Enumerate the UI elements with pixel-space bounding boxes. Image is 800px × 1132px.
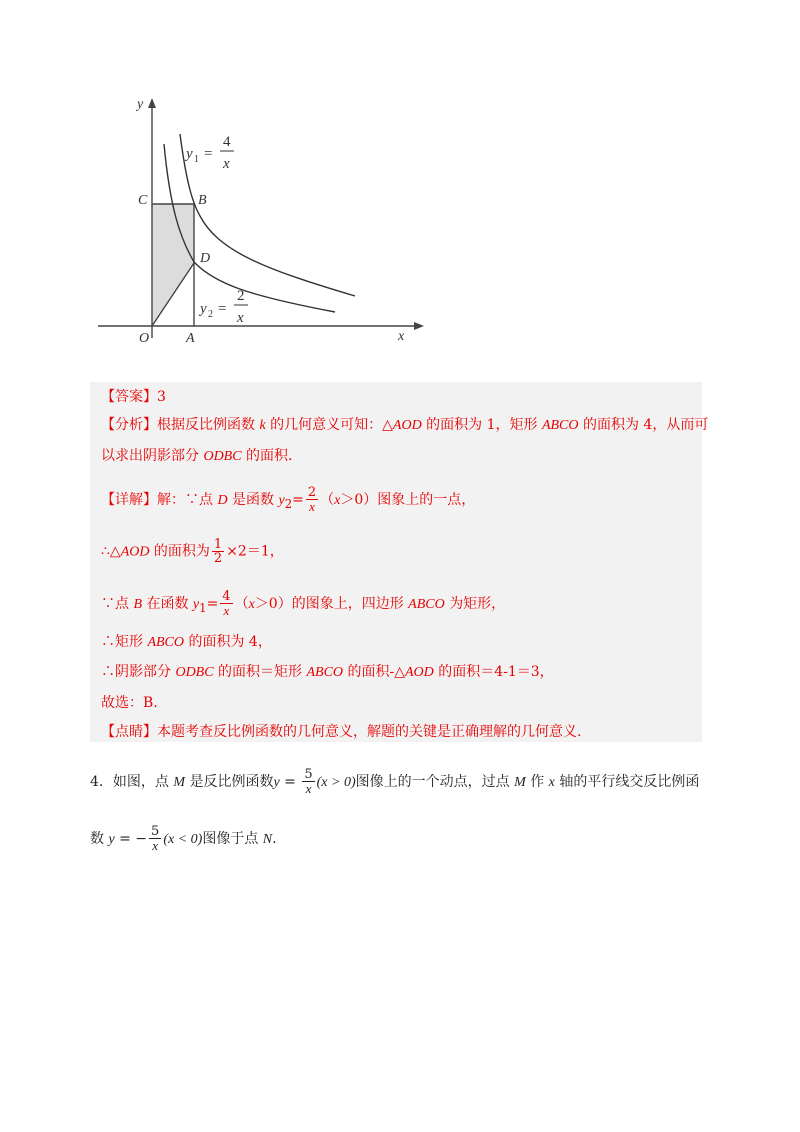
label-y-axis: y [137, 97, 144, 112]
svg-text:1: 1 [194, 154, 199, 165]
label-origin: O [139, 331, 150, 346]
graph-svg [90, 88, 430, 350]
question-4-line-1: 4．如图，点 M 是反比例函数y = $\frac{5}{x}$ (x > 0)图像上的一个动点，过点 M 作 x 轴的平行线交反比例函 [90, 767, 700, 796]
label-point-c: C [138, 193, 148, 208]
detail-line-5: ∴阴影部分 ODBC 的面积＝矩形 ABCO 的面积-△AOD 的面积＝4-1＝3， [101, 664, 554, 680]
label-point-d: D [200, 251, 211, 266]
label-point-b: B [198, 193, 207, 208]
svg-text:2: 2 [208, 309, 213, 320]
detail-line-2: ∴△AOD 的面积为 $\frac{1}{2}$ ×2＝1， [101, 537, 284, 566]
svg-text:x: x [237, 310, 244, 326]
label-curve-y1 [184, 134, 234, 172]
svg-text:=: = [204, 146, 213, 162]
detail-line-4: ∴矩形 ABCO 的面积为 4， [101, 634, 272, 650]
label-point-a: A [186, 331, 195, 346]
question-4-line-2: 数 y = − $\frac{5}{x}$ (x < 0)图像于点 N. [90, 824, 277, 853]
detail-line-3: ∵点 B 在函数 $y_1=$ $\frac{4}{x}$ （x＞0）的图象上，四边形 ABCO 为矩形， [101, 589, 506, 618]
svg-text:x: x [223, 156, 230, 172]
x-axis-arrow [414, 322, 424, 330]
analysis-line-2: 以求出阴影部分 ODBC 的面积. [101, 448, 293, 464]
svg-text:y: y [186, 146, 193, 162]
analysis-line-1: 【分析】根据反比例函数 k 的几何意义可知：△AOD 的面积为 1，矩形 ABCO 的面积为 4，从而可 [101, 417, 709, 433]
label-x-axis: x [398, 329, 405, 344]
comment-line: 【点睛】本题考查反比例函数的几何意义，解题的关键是正确理解的几何意义. [101, 724, 582, 740]
function-graph-figure [90, 88, 430, 350]
svg-text:4: 4 [223, 134, 231, 150]
svg-text:y: y [200, 301, 207, 317]
answer-line: 【答案】3 [101, 389, 166, 405]
label-curve-y2 [198, 288, 248, 326]
y-axis-arrow [148, 98, 156, 108]
svg-text:2: 2 [237, 288, 245, 304]
detail-line-1: 【详解】解：∵点 D 是函数 $y_2=$ $\frac{2}{x}$ （x＞0）图象上的一点， [101, 485, 476, 514]
svg-text:=: = [218, 301, 227, 317]
shaded-region-odbc [152, 204, 194, 326]
detail-line-6: 故选：B. [101, 695, 158, 711]
